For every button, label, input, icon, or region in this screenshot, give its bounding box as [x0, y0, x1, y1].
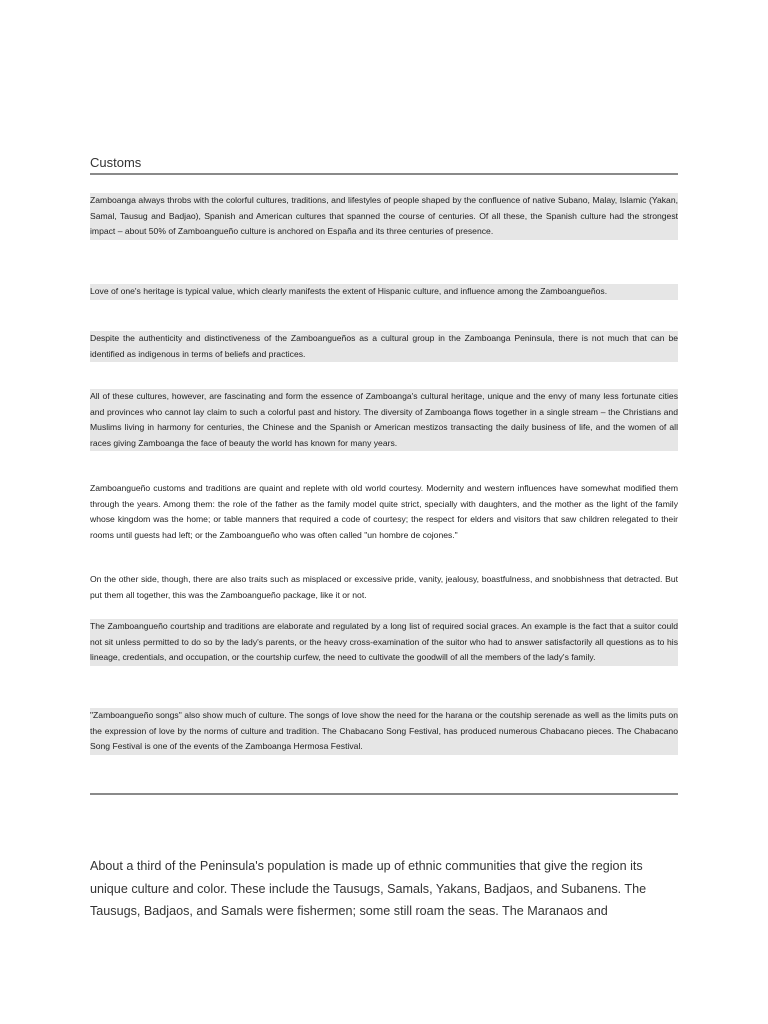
- paragraph-diversity: All of these cultures, however, are fascinating and form the essence of Zamboanga's cultural heritage, unique and the envy of many less fortunate cities and provinces who cannot lay claim to such a colorful past and history. The diversity of Zamboanga flows together in a single stream – the Christians and Muslims living in harmony for centuries, the Chinese and the Spanish or American mestizos transacting the daily business of life, and the women of all races giving Zamboanga the face of beauty the world has known for many years.: [90, 389, 678, 451]
- paragraph-spanish-influence: Zamboanga always throbs with the colorful cultures, traditions, and lifestyles of people shaped by the confluence of native Subano, Malay, Islamic (Yakan, Samal, Tausug and Badjao), Spanish and American cultures that spanned the course of centuries. Of all these, the Spanish culture had the strongest impact – about 50% of Zamboangueño culture is anchored on España and its three centuries of presence.: [90, 193, 678, 240]
- heading-divider: [90, 173, 678, 175]
- paragraph-songs: "Zamboangueño songs" also show much of culture. The songs of love show the need for the harana or the coutship serenade as well as the limits puts on the expression of love by the norms of culture and tradition. The Chabacano Song Festival, has produced numerous Chabacano pieces. The Chabacano Song Festival is one of the events of the Zamboanga Hermosa Festival.: [90, 708, 678, 755]
- paragraph-authenticity: Despite the authenticity and distinctiveness of the Zamboangueños as a cultural group in the Zamboanga Peninsula, there is not much that can be identified as indigenous in terms of beliefs and practices.: [90, 331, 678, 362]
- paragraph-traits: On the other side, though, there are also traits such as misplaced or excessive pride, vanity, jealousy, boastfulness, and snobbishness that detracted. But put them all together, this was the Zamboangueño package, like it or not.: [90, 574, 678, 600]
- ethnic-communities-paragraph: About a third of the Peninsula's population is made up of ethnic communities that give the region its unique culture and color. These include the Tausugs, Samals, Yakans, Badjaos, and Subanens. The Tausugs, Badjaos, and Samals were fishermen; some still roam the seas. The Maranaos and: [90, 859, 647, 918]
- paragraph-courtship: The Zamboangueño courtship and traditions are elaborate and regulated by a long list of required social graces. An example is the fact that a suitor could not sit unless permitted to do so by the lady's parents, or the heavy cross-examination of the suitor who had to answer satisfactorily all questions as to his lineage, credentials, and occupation, or the courtship curfew, the need to cultivate the goodwill of all the members of the lady's family.: [90, 619, 678, 666]
- paragraph-heritage: Love of one's heritage is typical value, which clearly manifests the extent of Hispanic culture, and influence among the Zamboangueños.: [90, 284, 678, 300]
- paragraph-customs-traditions: Zamboangueño customs and traditions are quaint and replete with old world courtesy. Modernity and western influences have somewhat modified them through the years. Among them: the role of the father as the family model quite strict, specially with daughters, and the mother as the light of the family whose kingdom was the home; or table manners that required a code of courtesy; the respect for elders and visitors that saw children relegated to their rooms until guests had left; or the Zamboangueño who was often called "un hombre de cojones.": [90, 483, 678, 540]
- section-divider: [90, 793, 678, 795]
- section-heading: Customs: [90, 155, 142, 170]
